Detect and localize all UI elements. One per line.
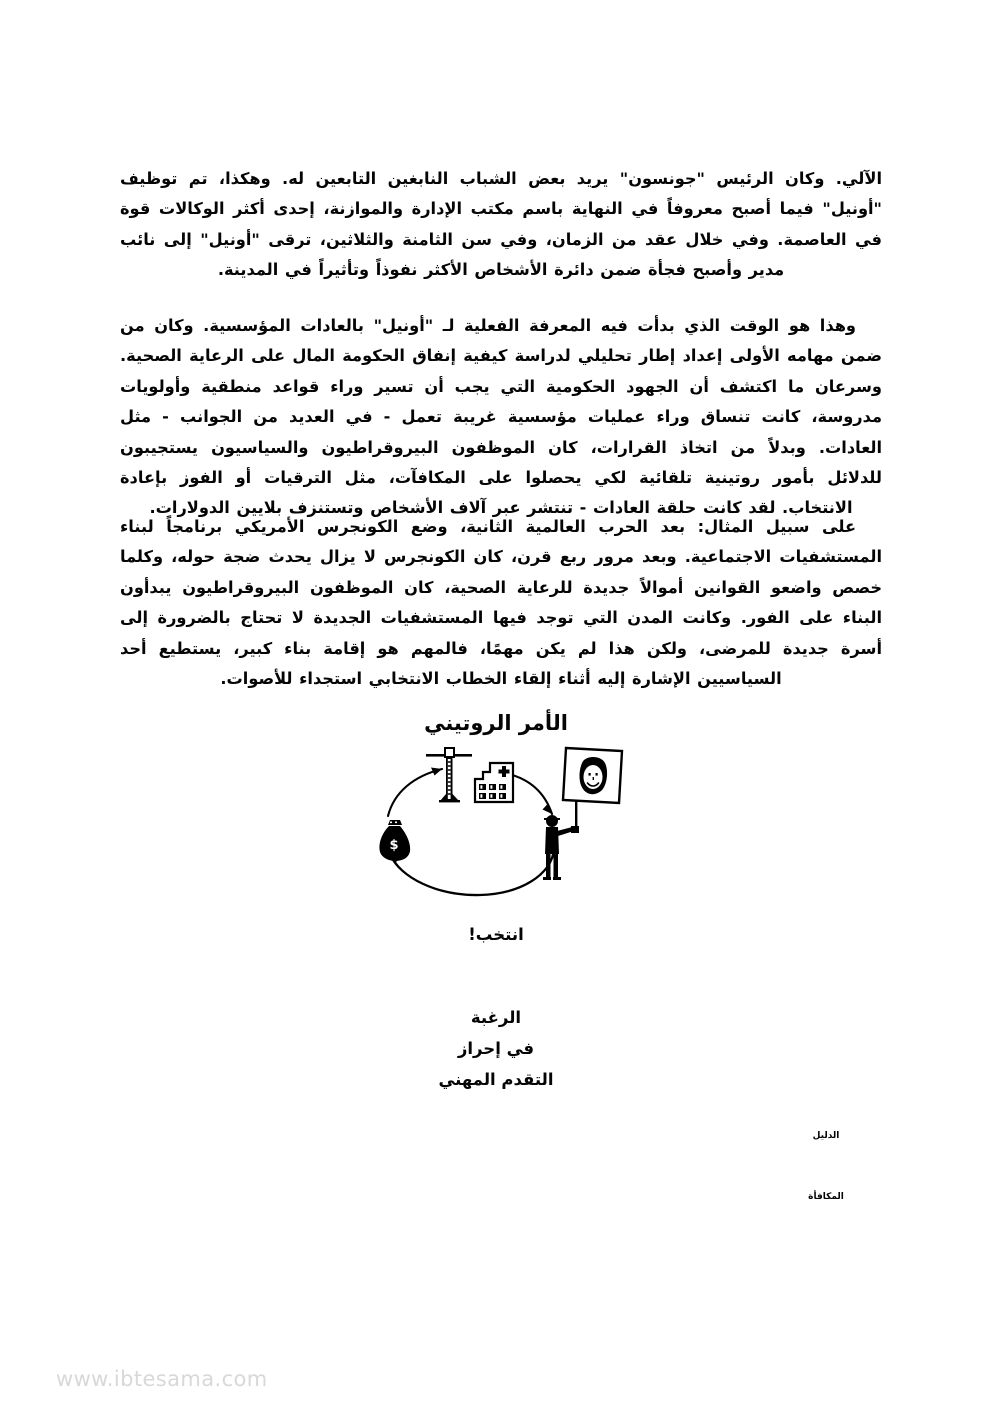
figure-title: الأمر الروتيني [424, 711, 568, 735]
placard-pole [575, 800, 577, 828]
figure-caption: انتخب! [468, 925, 524, 944]
hospital-building-icon [475, 763, 513, 802]
desire-line-2: في إحراز [457, 1039, 535, 1058]
construction-crane-icon [426, 748, 472, 802]
politician-figure-icon [543, 815, 579, 880]
cycle-diagram-svg [376, 742, 636, 910]
arrow-politician-to-money [390, 849, 554, 895]
desire-line-1: الرغبة [470, 1008, 522, 1027]
campaign-poster-icon [563, 748, 622, 828]
body-paragraph: على سبيل المثال: بعد الحرب العالمية الثانية، وضع الكونجرس الأمريكي برنامجاً لبناء المستشفيات الاجتماعية. وبعد مرور ربع قرن، كان الكونجرس لا يزال يحدث ضجة حوله، وكلما خصص واضعو القوانين أموالاً جديدة للرعاية الصحية، كان الموظفون البيروقراطيون يبدأون البناء على الفور. وكانت المدن التي توجد فيها المستشفيات الجديدة لا تحتاج بالضرورة إلى أسرة جديدة للمرضى، ولكن هذا لم يكن مهمًا، فالمهم هو إقامة بناء كبير، يستطيع أحد السياسيين الإشارة إليه أثناء إلقاء الخطاب الانتخابي استجداء للأصوات. [120, 517, 882, 689]
paragraph-block-1 [120, 164, 882, 286]
arrow-money-to-hospital [388, 768, 442, 817]
paragraph-block-3 [120, 512, 882, 694]
desire-stack [0, 1002, 992, 1095]
site-watermark: www.ibtesama.com [56, 1367, 268, 1391]
label-evidence: الدليل [812, 1131, 840, 1141]
label-reward: المكافأة [808, 1192, 844, 1202]
dollar-sign: $ [389, 838, 399, 853]
body-paragraph: وهذا هو الوقت الذي بدأت فيه المعرفة الفعلية لـ "أونيل" بالعادات المؤسسية. وكان من ضمن مهامه الأولى إعداد إطار تحليلي لدراسة كيفية إنفاق الحكومة المال على الرعاية الصحية. وسرعان ما اكتشف أن الجهود الحكومية التي يجب أن تسير وراء قواعد منطقية وأولويات مدروسة، كانت تنساق وراء عمليات مؤسسية غريبة تعمل - في العديد من الجوانب - مثل العادات. وبدلاً من اتخاذ القرارات، كان الموظفون البيروقراطيون والسياسيون يستجيبون للدلائل بأمور روتينية تلقائية لكي يحصلوا على المكافآت، مثل الترقيات أو الفوز بإعادة الانتخاب. لقد كانت حلقة العادات - تنتشر عبر آلاف الأشخاص وتستنزف بلايين الدولارات. [120, 316, 882, 518]
money-bag-icon [379, 820, 410, 861]
routine-cycle-diagram [376, 742, 636, 910]
paragraph-block-2 [120, 311, 882, 524]
body-paragraph: الآلي. وكان الرئيس "جونسون" يريد بعض الشباب النابغين التابعين له. وهكذا، تم توظيف "أونيل" فيما أصبح معروفاً في النهاية باسم مكتب الإدارة والموازنة، إحدى أكثر الوكالات قوة في العاصمة. وفي خلال عقد من الزمان، وفي سن الثامنة والثلاثين، ترقى "أونيل" إلى نائب مدير وأصبح فجأة ضمن دائرة الأشخاص الأكثر نفوذاً وتأثيراً في المدينة. [120, 169, 882, 280]
desire-line-3: التقدم المهني [438, 1070, 554, 1089]
